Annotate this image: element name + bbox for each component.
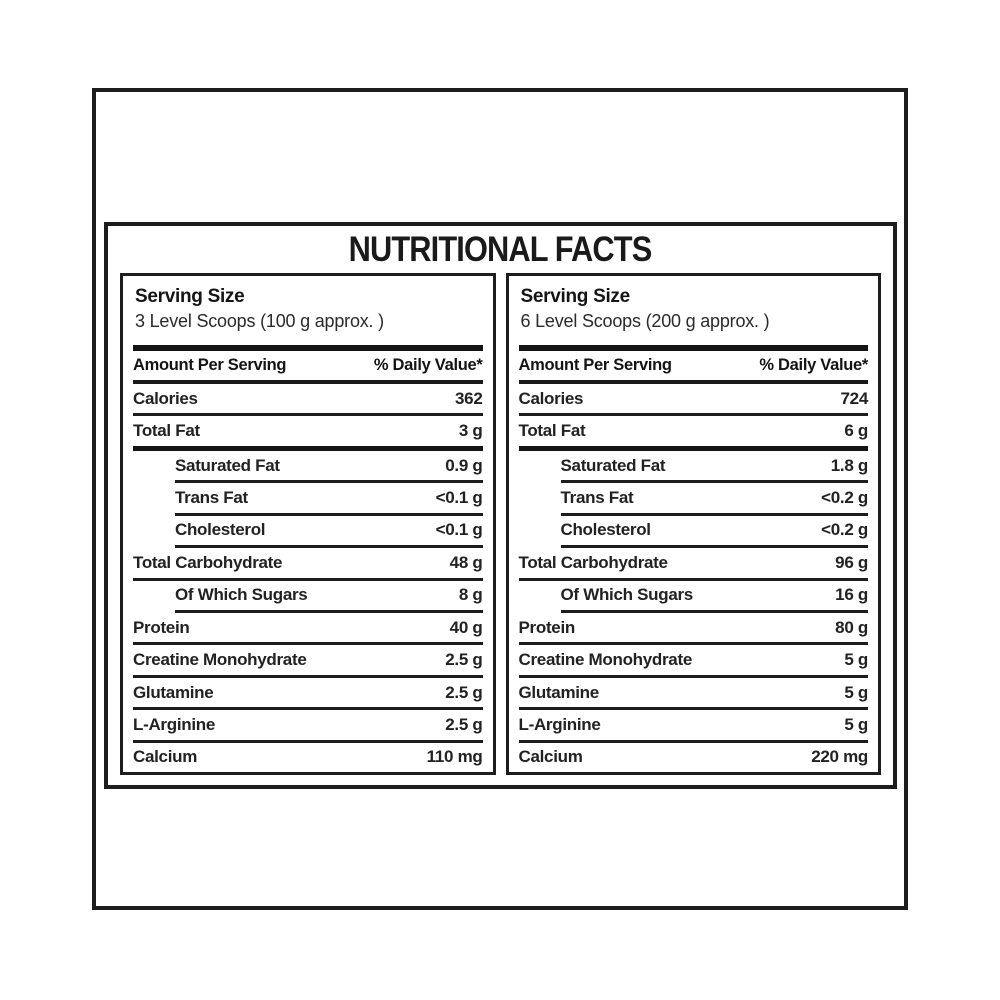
nutrient-row [509,678,879,707]
nutrient-row [509,384,879,413]
nutrient-value: <0.1 g [435,487,483,507]
nutrition-facts-panel [104,222,897,789]
nutrient-row [509,516,879,545]
nutrient-row [509,451,879,480]
nutrient-label: Protein [518,617,575,637]
nutrient-value: 8 g [458,585,483,605]
nutrient-label: Creatine Monohydrate [518,650,692,670]
nutrient-value: 5 g [844,650,868,670]
label-outer-frame [92,88,908,910]
nutrient-label: Total Carbohydrate [518,552,668,572]
daily-value-header: % Daily Value* [759,356,868,374]
nutrient-label: Calcium [518,747,583,767]
serving-size-value: 6 Level Scoops (200 g approx. ) [520,311,770,331]
serving-size-value: 3 Level Scoops (100 g approx. ) [135,311,384,331]
nutrient-value: 48 g [449,552,483,572]
nutrient-row [123,581,493,610]
nutrient-rows [509,384,879,772]
nutrient-value: <0.2 g [821,520,868,540]
serving-size-label: Serving Size [520,286,630,307]
nutrient-value: 80 g [835,617,868,637]
nutrient-row [123,710,493,739]
nutrient-value: 5 g [844,714,868,734]
nutrient-value: 2.5 g [445,650,483,670]
nutrient-value: 220 mg [811,747,868,767]
nutrient-row [123,645,493,674]
amount-per-serving-header: Amount Per Serving [518,356,672,374]
nutrient-row [123,516,493,545]
nutrient-value: <0.1 g [435,520,483,540]
serving-columns [108,273,893,775]
nutrient-value: 40 g [449,617,483,637]
nutrient-label: Of Which Sugars [560,585,693,605]
nutrient-row [509,710,879,739]
nutrient-label: Saturated Fat [175,455,280,475]
nutrient-row [123,416,493,445]
nutrient-value: 96 g [835,552,868,572]
serving-column [506,273,882,775]
nutrient-label: Of Which Sugars [175,585,308,605]
nutrient-value: 2.5 g [445,682,483,702]
nutrient-value: <0.2 g [821,487,868,507]
nutrient-label: Total Fat [518,421,586,441]
column-header-row [509,351,879,380]
nutrient-label: Trans Fat [560,487,634,507]
nutrient-label: Creatine Monohydrate [133,650,307,670]
nutrient-row [123,613,493,642]
amount-per-serving-header: Amount Per Serving [133,356,287,374]
nutrient-row [509,483,879,512]
nutrient-value: 5 g [844,682,868,702]
nutrient-label: Cholesterol [560,520,651,540]
column-header-row [123,351,493,380]
nutrient-row [509,416,879,445]
nutrient-value: 724 [840,388,868,408]
nutrient-row [123,548,493,577]
nutrient-value: 3 g [458,421,483,441]
daily-value-header: % Daily Value* [373,356,483,374]
nutrient-row [123,743,493,772]
nutrient-row [123,384,493,413]
nutrient-row [123,483,493,512]
nutrient-row [509,613,879,642]
nutrient-row [509,548,879,577]
nutrient-label: L-Arginine [518,714,601,734]
nutrient-label: Total Fat [133,421,200,441]
nutrient-row [509,581,879,610]
nutrient-label: Cholesterol [175,520,266,540]
nutrient-label: L-Arginine [133,714,215,734]
nutrient-label: Saturated Fat [560,455,666,475]
nutrient-label: Calcium [133,747,198,767]
nutrient-value: 16 g [835,585,868,605]
panel-title: NUTRITIONAL FACTS [349,229,652,269]
nutrient-label: Calories [518,388,584,408]
serving-size-section [123,276,493,345]
nutrient-value: 362 [455,388,483,408]
nutrient-rows [123,384,493,772]
nutrient-row [123,451,493,480]
panel-title-bar [108,226,893,273]
nutrient-value: 6 g [844,421,868,441]
serving-column [120,273,496,775]
nutrient-row [123,678,493,707]
serving-size-section [509,276,879,345]
nutrient-value: 1.8 g [830,455,868,475]
nutrient-label: Total Carbohydrate [133,552,283,572]
nutrient-value: 110 mg [426,747,483,767]
nutrient-value: 0.9 g [445,455,483,475]
nutrient-row [509,743,879,772]
nutrient-label: Protein [133,617,190,637]
nutrient-value: 2.5 g [445,714,483,734]
nutrient-row [509,645,879,674]
nutrient-label: Calories [133,388,198,408]
nutrient-label: Glutamine [518,682,599,702]
serving-size-label: Serving Size [135,286,245,307]
nutrient-label: Glutamine [133,682,214,702]
nutrient-label: Trans Fat [175,487,248,507]
